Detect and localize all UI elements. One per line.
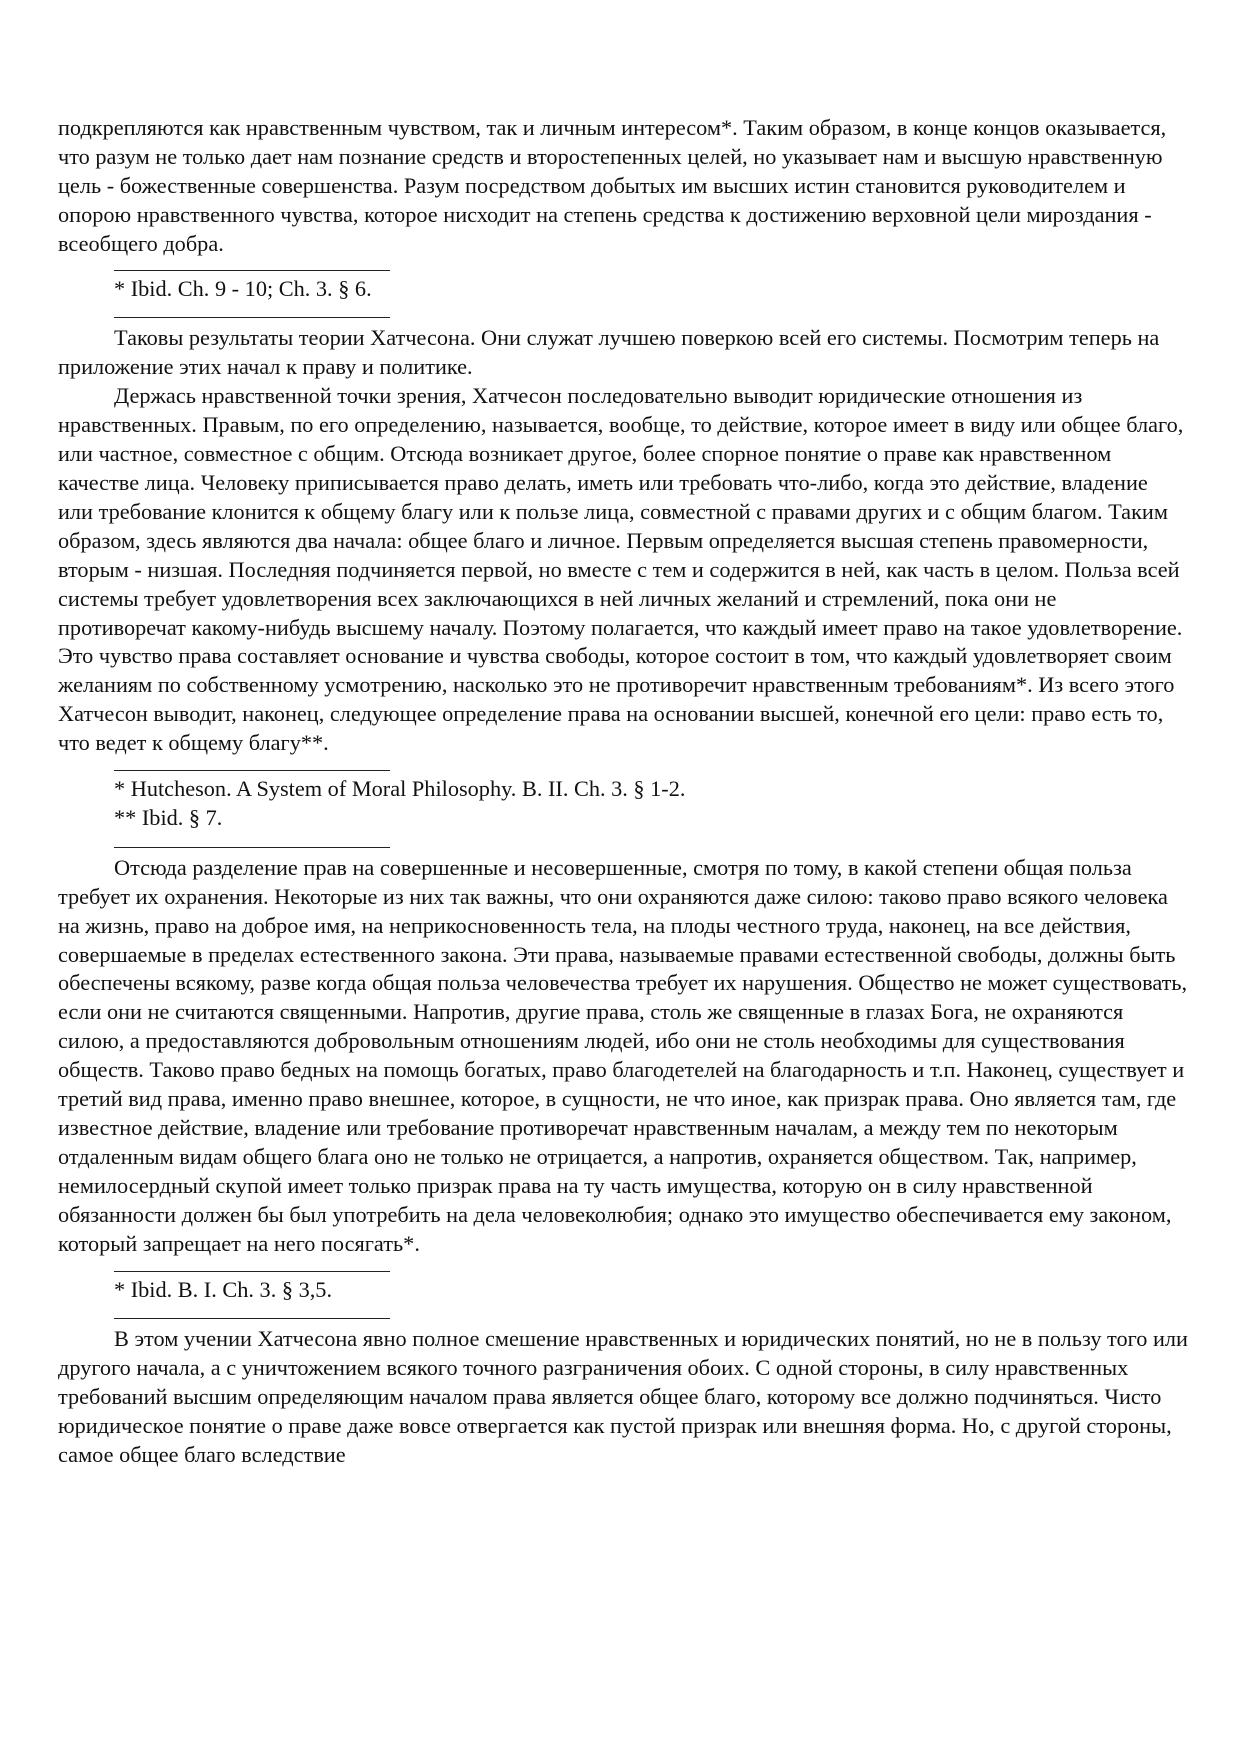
footnote-line: ** Ibid. § 7. — [114, 804, 223, 830]
footnote-rule-top — [114, 1271, 390, 1272]
paragraph-4: Отсюда разделение прав на совершенные и несовершенные, смотря по тому, в какой степени общая польза требует их охранения. Некоторые из них так важны, что они охраняются даже силою: таково право всякого человека на жизнь, право на доброе имя, на неприкосновенность тела, на плоды честного труда, наконец, на все действия, совершаемые в пределах естественного закона. Эти права, называемые правами естественной свободы, должны быть обеспечены всякому, разве когда общая польза человечества требует их нарушения. Общество не может существовать, если они не считаются священными. Напротив, другие права, столь же священные в глазах Бога, не охраняются силою, а предоставляются добровольным отношениям людей, ибо они не столь необходимы для существования обществ. Таково право бедных на помощь богатых, право благодетелей на благодарность и т.п. Наконец, существует и третий вид права, именно право внешнее, которое, в сущности, не что иное, как призрак права. Оно является там, где известное действие, владение или требование противоречат нравственным началам, а между тем по некоторым отдаленным видам общего блага оно не только не отрицается, а напротив, охраняется обществом. Так, например, немилосердный скупой имеет только призрак права на ту часть имущества, которую он в силу нравственной обязанности должен бы был употребить на дела человеколюбия; однако это имущество обеспечивается ему законом, который запрещает на него посягать*. — [58, 854, 1188, 1256]
paragraph-3: Держась нравственной точки зрения, Хатчесон последовательно выводит юридические отношения из нравственных. Правым, по его определению, называется, вообще, то действие, которое имеет в виду или общее благо, или частное, совместное с общим. Отсюда возникает другое, более спорное понятие о праве как нравственном качестве лица. Человеку приписывается право делать, иметь или требовать что-либо, когда это действие, владение или требование клонится к общему благу или к пользе лица, совместной с правами других и с общим благом. Таким образом, здесь являются два начала: общее благо и личное. Первым определяется высшая степень правомерности, вторым - низшая. Последняя подчиняется первой, но вместе с тем и содержится в ней, как часть в целом. Польза всей системы требует удовлетворения всех заключающихся в ней личных желаний и стремлений, пока они не противоречат какому-нибудь высшему началу. Поэтому полагается, что каждый имеет право на такое удовлетворение. Это чувство права составляет основание и чувства свободы, которое состоит в том, что каждый удовлетворяет своим желаниям по собственному усмотрению, насколько это не противоречит нравственным требованиям*. Из всего этого Хатчесон выводит, наконец, следующее определение права на основании высшей, конечной его цели: право есть то, что ведет к общему благу**. — [58, 383, 1184, 756]
footnote-rule-top — [114, 770, 390, 771]
footnote-rule-top — [114, 270, 390, 271]
paragraph-1: подкрепляются как нравственным чувством, так и личным интересом*. Таким образом, в конце концов оказывается, что разум не только дает нам познание средств и второстепенных целей, но указывает нам и высшую нравственную цель - божественные совершенства. Разум посредством добытых им высших истин становится руководителем и опорою нравственного чувства, которое нисходит на степень средства к достижению верховной цели мироздания - всеобщего добра. — [58, 115, 1167, 256]
paragraph-5: В этом учении Хатчесона явно полное смешение нравственных и юридических понятий, но не в пользу того или другого начала, а с уничтожением всякого точного разграничения обоих. С одной стороны, в силу нравственных требований высшим определяющим началом права является общее благо, которому все должно подчиняться. Чисто юридическое понятие о праве даже вовсе отвергается как пустой призрак или внешняя форма. Но, с другой стороны, самое общее благо вследствие — [58, 1326, 1188, 1468]
footnote-block-3 — [114, 1271, 1188, 1320]
footnote-rule-bottom — [114, 317, 390, 318]
footnote-line: * Ibid. B. I. Ch. 3. § 3,5. — [114, 1276, 333, 1302]
footnote-line: * Hutcheson. A System of Moral Philosophy. B. II. Ch. 3. § 1-2. — [114, 776, 686, 802]
paragraph-2: Таковы результаты теории Хатчесона. Они служат лучшею поверкою всей его системы. Посмотрим теперь на приложение этих начал к праву и политике. — [58, 325, 1160, 380]
document-page — [58, 114, 1188, 1470]
footnote-rule-bottom — [114, 847, 390, 848]
footnote-block-2 — [114, 770, 1188, 848]
footnote-line: * Ibid. Ch. 9 - 10; Ch. 3. § 6. — [114, 275, 372, 301]
footnote-block-1 — [114, 270, 1188, 319]
footnote-rule-bottom — [114, 1318, 390, 1319]
